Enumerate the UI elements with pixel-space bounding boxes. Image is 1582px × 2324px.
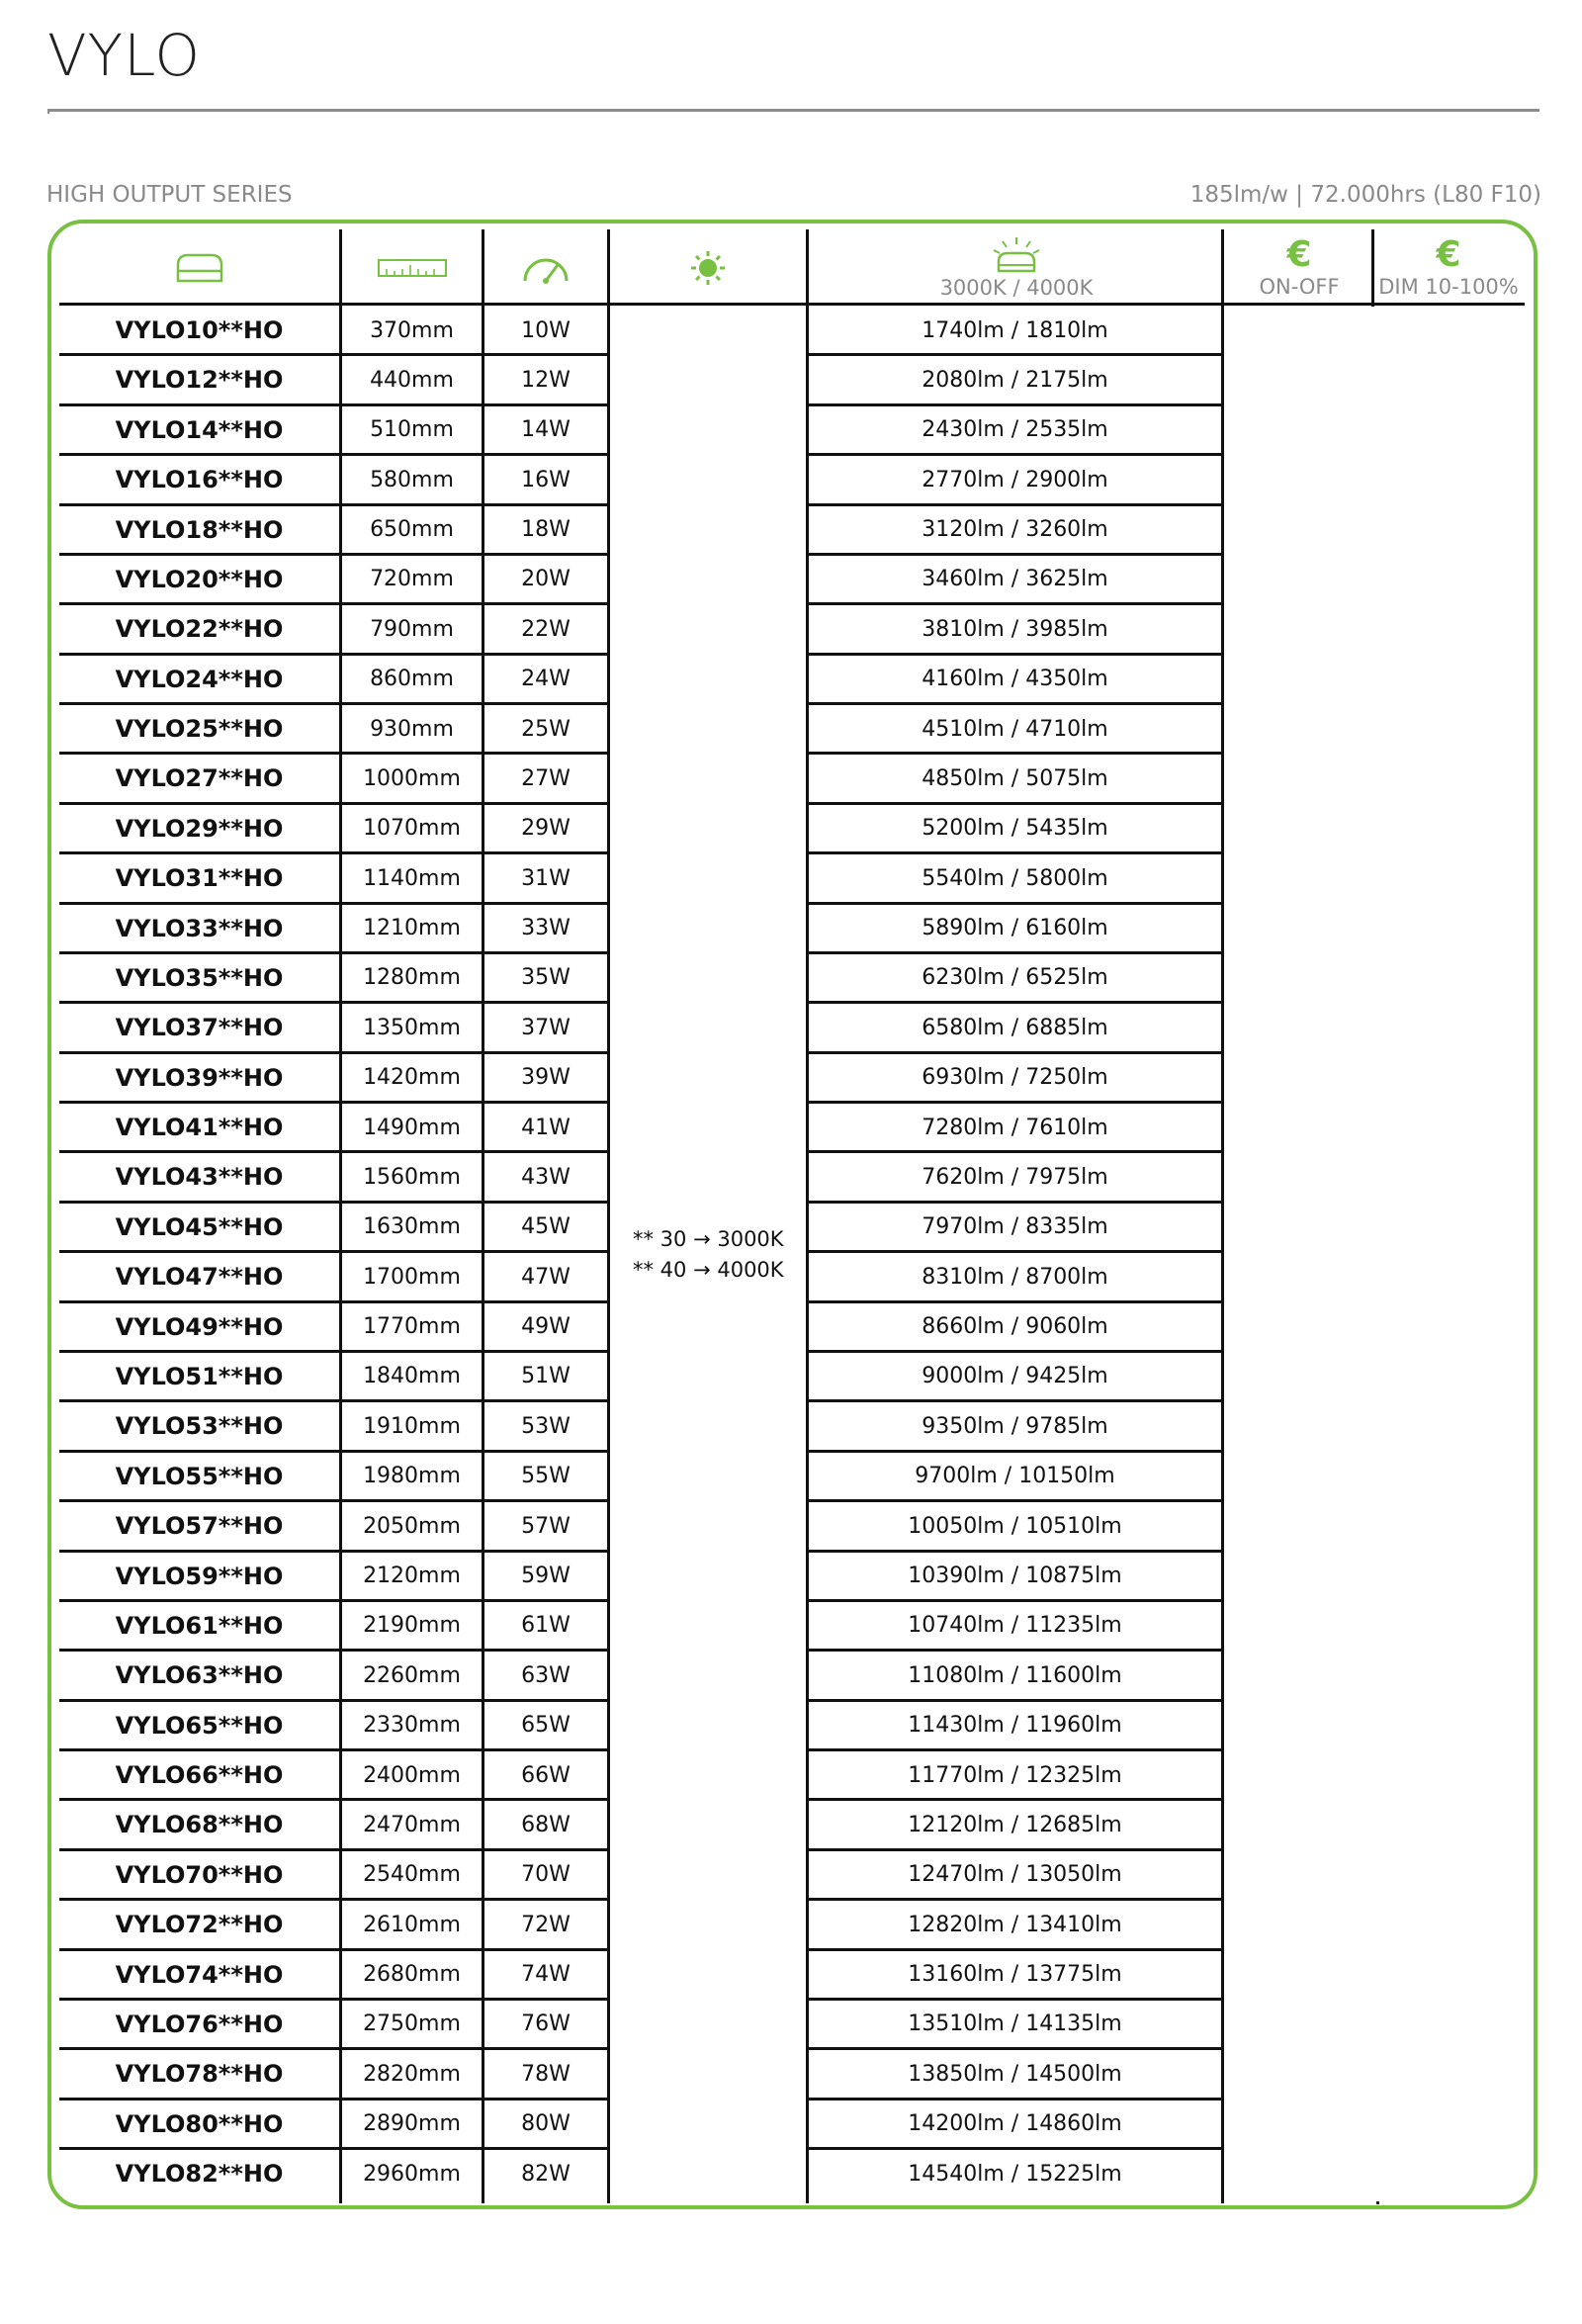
model-code-cell: VYLO35**HO	[115, 963, 284, 992]
model-code-cell: VYLO29**HO	[115, 814, 284, 843]
flux-cell: 2080lm / 2175lm	[922, 367, 1108, 393]
length-cell: 1560mm	[363, 1164, 461, 1190]
length-cell: 2120mm	[363, 1564, 461, 1588]
length-cell: 1350mm	[363, 1015, 461, 1040]
length-cell: 1490mm	[363, 1115, 461, 1140]
header-code	[59, 229, 340, 307]
power-cell: 24W	[521, 667, 571, 692]
flux-cell: 1740lm / 1810lm	[922, 317, 1108, 343]
flux-cell: 4510lm / 4710lm	[922, 716, 1108, 742]
length-cell: 1210mm	[363, 916, 461, 941]
flux-cell: 9700lm / 10150lm	[915, 1464, 1115, 1489]
length-cell: 2190mm	[363, 1613, 461, 1639]
flux-cell: 6930lm / 7250lm	[922, 1065, 1108, 1091]
title-divider	[47, 109, 1539, 112]
model-code-cell: VYLO22**HO	[115, 615, 284, 644]
power-cell: 45W	[521, 1214, 571, 1240]
power-cell: 29W	[521, 816, 571, 842]
length-cell: 2260mm	[363, 1662, 461, 1688]
model-code-cell: VYLO63**HO	[115, 1661, 284, 1690]
header-flux	[809, 229, 1224, 307]
flux-cell: 6230lm / 6525lm	[922, 965, 1108, 991]
power-cell: 41W	[521, 1115, 571, 1140]
page-title: VYLO	[47, 22, 202, 89]
length-cell: 2750mm	[363, 2011, 461, 2037]
flux-cell: 9000lm / 9425lm	[922, 1364, 1108, 1389]
power-cell: 27W	[521, 765, 571, 791]
flux-cell: 2770lm / 2900lm	[922, 467, 1108, 492]
model-code-cell: VYLO78**HO	[115, 2060, 284, 2089]
length-cell: 440mm	[370, 367, 454, 393]
flux-cell: 7620lm / 7975lm	[922, 1164, 1108, 1190]
flux-cell: 11430lm / 11960lm	[908, 1713, 1122, 1739]
power-cell: 12W	[521, 367, 571, 393]
power-cell: 70W	[521, 1862, 571, 1888]
dim-header-label: DIM 10-100%	[1378, 275, 1519, 299]
series-spec: 185lm/w | 72.000hrs (L80 F10)	[1189, 182, 1541, 208]
model-code-cell: VYLO53**HO	[115, 1412, 284, 1441]
flux-cell: 13850lm / 14500lm	[908, 2061, 1122, 2087]
ruler-icon	[377, 256, 448, 280]
model-code-cell: VYLO24**HO	[115, 665, 284, 693]
model-code-cell: VYLO43**HO	[115, 1163, 284, 1192]
length-cell: 370mm	[370, 317, 454, 343]
euro-icon: €	[1286, 234, 1312, 275]
power-cell: 82W	[521, 2161, 571, 2187]
power-cell: 74W	[521, 1962, 571, 1988]
flux-cell: 14200lm / 14860lm	[908, 2111, 1122, 2137]
power-cell: 57W	[521, 1513, 571, 1539]
power-cell: 14W	[521, 417, 571, 443]
column-divider	[607, 229, 610, 2203]
power-cell: 65W	[521, 1713, 571, 1739]
power-cell: 72W	[521, 1912, 571, 1937]
model-code-cell: VYLO20**HO	[115, 565, 284, 593]
length-cell: 1420mm	[363, 1065, 461, 1091]
length-cell: 930mm	[370, 716, 454, 742]
header-onoff	[1226, 229, 1372, 307]
power-cell: 10W	[521, 317, 571, 343]
power-cell: 47W	[521, 1264, 571, 1290]
model-code-cell: VYLO39**HO	[115, 1063, 284, 1092]
power-cell: 78W	[521, 2061, 571, 2087]
model-code-cell: VYLO72**HO	[115, 1911, 284, 1939]
cct-note-line: ** 40 → 4000K	[633, 1258, 784, 1282]
model-code-cell: VYLO14**HO	[115, 415, 284, 444]
length-cell: 2890mm	[363, 2111, 461, 2137]
model-code-cell: VYLO27**HO	[115, 764, 284, 793]
power-cell: 66W	[521, 1762, 571, 1788]
length-cell: 1140mm	[363, 865, 461, 891]
model-code-cell: VYLO16**HO	[115, 466, 284, 494]
length-cell: 720mm	[370, 567, 454, 592]
length-cell: 1840mm	[363, 1364, 461, 1389]
length-cell: 1000mm	[363, 765, 461, 791]
stray-dot	[1376, 2201, 1379, 2204]
flux-header-label: 3000K / 4000K	[939, 276, 1094, 300]
power-cell: 35W	[521, 965, 571, 991]
length-cell: 510mm	[370, 417, 454, 443]
model-code-cell: VYLO61**HO	[115, 1611, 284, 1640]
power-cell: 51W	[521, 1364, 571, 1389]
header-length	[342, 229, 483, 307]
flux-cell: 10050lm / 10510lm	[908, 1513, 1122, 1539]
length-cell: 1630mm	[363, 1214, 461, 1240]
model-code-cell: VYLO12**HO	[115, 366, 284, 395]
model-code-cell: VYLO51**HO	[115, 1362, 284, 1390]
power-cell: 33W	[521, 916, 571, 941]
power-cell: 16W	[521, 467, 571, 492]
flux-cell: 13510lm / 14135lm	[908, 2011, 1122, 2037]
gauge-icon	[520, 250, 571, 286]
power-cell: 59W	[521, 1564, 571, 1588]
length-cell: 790mm	[370, 616, 454, 642]
flux-cell: 8310lm / 8700lm	[922, 1264, 1108, 1290]
flux-cell: 11770lm / 12325lm	[908, 1762, 1122, 1788]
flux-cell: 13160lm / 13775lm	[908, 1962, 1122, 1988]
length-cell: 2610mm	[363, 1912, 461, 1937]
model-code-cell: VYLO10**HO	[115, 316, 284, 344]
header-power	[484, 229, 607, 307]
column-divider	[1221, 229, 1224, 2203]
power-cell: 53W	[521, 1413, 571, 1439]
flux-cell: 5200lm / 5435lm	[922, 816, 1108, 842]
flux-cell: 3810lm / 3985lm	[922, 616, 1108, 642]
model-code-cell: VYLO49**HO	[115, 1312, 284, 1341]
model-code-cell: VYLO82**HO	[115, 2160, 284, 2189]
power-cell: 31W	[521, 865, 571, 891]
onoff-header-label: ON-OFF	[1259, 275, 1340, 299]
length-cell: 1280mm	[363, 965, 461, 991]
flux-cell: 5890lm / 6160lm	[922, 916, 1108, 941]
model-code-cell: VYLO76**HO	[115, 2010, 284, 2038]
cct-note-line: ** 30 → 3000K	[633, 1227, 784, 1251]
length-cell: 860mm	[370, 667, 454, 692]
length-cell: 2400mm	[363, 1762, 461, 1788]
model-code-cell: VYLO74**HO	[115, 1960, 284, 1989]
power-cell: 37W	[521, 1015, 571, 1040]
flux-cell: 11080lm / 11600lm	[908, 1662, 1122, 1688]
model-code-cell: VYLO47**HO	[115, 1263, 284, 1292]
length-cell: 580mm	[370, 467, 454, 492]
model-code-cell: VYLO45**HO	[115, 1212, 284, 1241]
flux-cell: 10390lm / 10875lm	[908, 1564, 1122, 1588]
flux-cell: 3120lm / 3260lm	[922, 517, 1108, 543]
flux-cell: 6580lm / 6885lm	[922, 1015, 1108, 1040]
power-cell: 25W	[521, 716, 571, 742]
flux-cell: 12820lm / 13410lm	[908, 1912, 1122, 1937]
power-cell: 80W	[521, 2111, 571, 2137]
length-cell: 650mm	[370, 517, 454, 543]
power-cell: 76W	[521, 2011, 571, 2037]
flux-cell: 14540lm / 15225lm	[908, 2161, 1122, 2187]
length-cell: 2330mm	[363, 1713, 461, 1739]
model-code-cell: VYLO80**HO	[115, 2109, 284, 2138]
power-cell: 43W	[521, 1164, 571, 1190]
cct-code-note	[633, 1224, 784, 1286]
flux-cell: 4850lm / 5075lm	[922, 765, 1108, 791]
power-cell: 22W	[521, 616, 571, 642]
model-code-cell: VYLO57**HO	[115, 1512, 284, 1541]
power-cell: 61W	[521, 1613, 571, 1639]
model-code-cell: VYLO31**HO	[115, 864, 284, 893]
model-code-cell: VYLO41**HO	[115, 1114, 284, 1142]
model-code-cell: VYLO68**HO	[115, 1811, 284, 1839]
power-cell: 68W	[521, 1812, 571, 1837]
flux-cell: 4160lm / 4350lm	[922, 667, 1108, 692]
luminaire-profile-icon	[175, 252, 224, 284]
power-cell: 63W	[521, 1662, 571, 1688]
length-cell: 2820mm	[363, 2061, 461, 2087]
model-code-cell: VYLO55**HO	[115, 1462, 284, 1490]
header-dim	[1374, 229, 1523, 307]
lamp-light-icon	[989, 236, 1044, 274]
euro-icon: €	[1436, 234, 1461, 275]
power-cell: 20W	[521, 567, 571, 592]
length-cell: 1910mm	[363, 1413, 461, 1439]
model-code-cell: VYLO37**HO	[115, 1014, 284, 1042]
length-cell: 1070mm	[363, 816, 461, 842]
length-cell: 2680mm	[363, 1962, 461, 1988]
sun-icon	[689, 249, 727, 287]
flux-cell: 7280lm / 7610lm	[922, 1115, 1108, 1140]
length-cell: 2540mm	[363, 1862, 461, 1888]
header-cct	[610, 229, 806, 307]
model-code-cell: VYLO25**HO	[115, 715, 284, 744]
length-cell: 1980mm	[363, 1464, 461, 1489]
power-cell: 39W	[521, 1065, 571, 1091]
model-code-cell: VYLO33**HO	[115, 914, 284, 942]
model-code-cell: VYLO59**HO	[115, 1562, 284, 1590]
column-divider	[1371, 229, 1374, 307]
header-divider	[59, 303, 1525, 306]
flux-cell: 10740lm / 11235lm	[908, 1613, 1122, 1639]
length-cell: 2960mm	[363, 2161, 461, 2187]
flux-cell: 2430lm / 2535lm	[922, 417, 1108, 443]
title-divider-tick	[47, 112, 49, 114]
flux-cell: 8660lm / 9060lm	[922, 1314, 1108, 1340]
model-code-cell: VYLO66**HO	[115, 1761, 284, 1790]
power-cell: 55W	[521, 1464, 571, 1489]
series-name: HIGH OUTPUT SERIES	[46, 182, 293, 208]
model-code-cell: VYLO18**HO	[115, 515, 284, 544]
flux-cell: 5540lm / 5800lm	[922, 865, 1108, 891]
power-cell: 49W	[521, 1314, 571, 1340]
length-cell: 2050mm	[363, 1513, 461, 1539]
model-code-cell: VYLO65**HO	[115, 1711, 284, 1740]
flux-cell: 12120lm / 12685lm	[908, 1812, 1122, 1837]
length-cell: 1700mm	[363, 1264, 461, 1290]
flux-cell: 3460lm / 3625lm	[922, 567, 1108, 592]
power-cell: 18W	[521, 517, 571, 543]
length-cell: 2470mm	[363, 1812, 461, 1837]
flux-cell: 7970lm / 8335lm	[922, 1214, 1108, 1240]
model-code-cell: VYLO70**HO	[115, 1860, 284, 1889]
flux-cell: 9350lm / 9785lm	[922, 1413, 1108, 1439]
flux-cell: 12470lm / 13050lm	[908, 1862, 1122, 1888]
length-cell: 1770mm	[363, 1314, 461, 1340]
